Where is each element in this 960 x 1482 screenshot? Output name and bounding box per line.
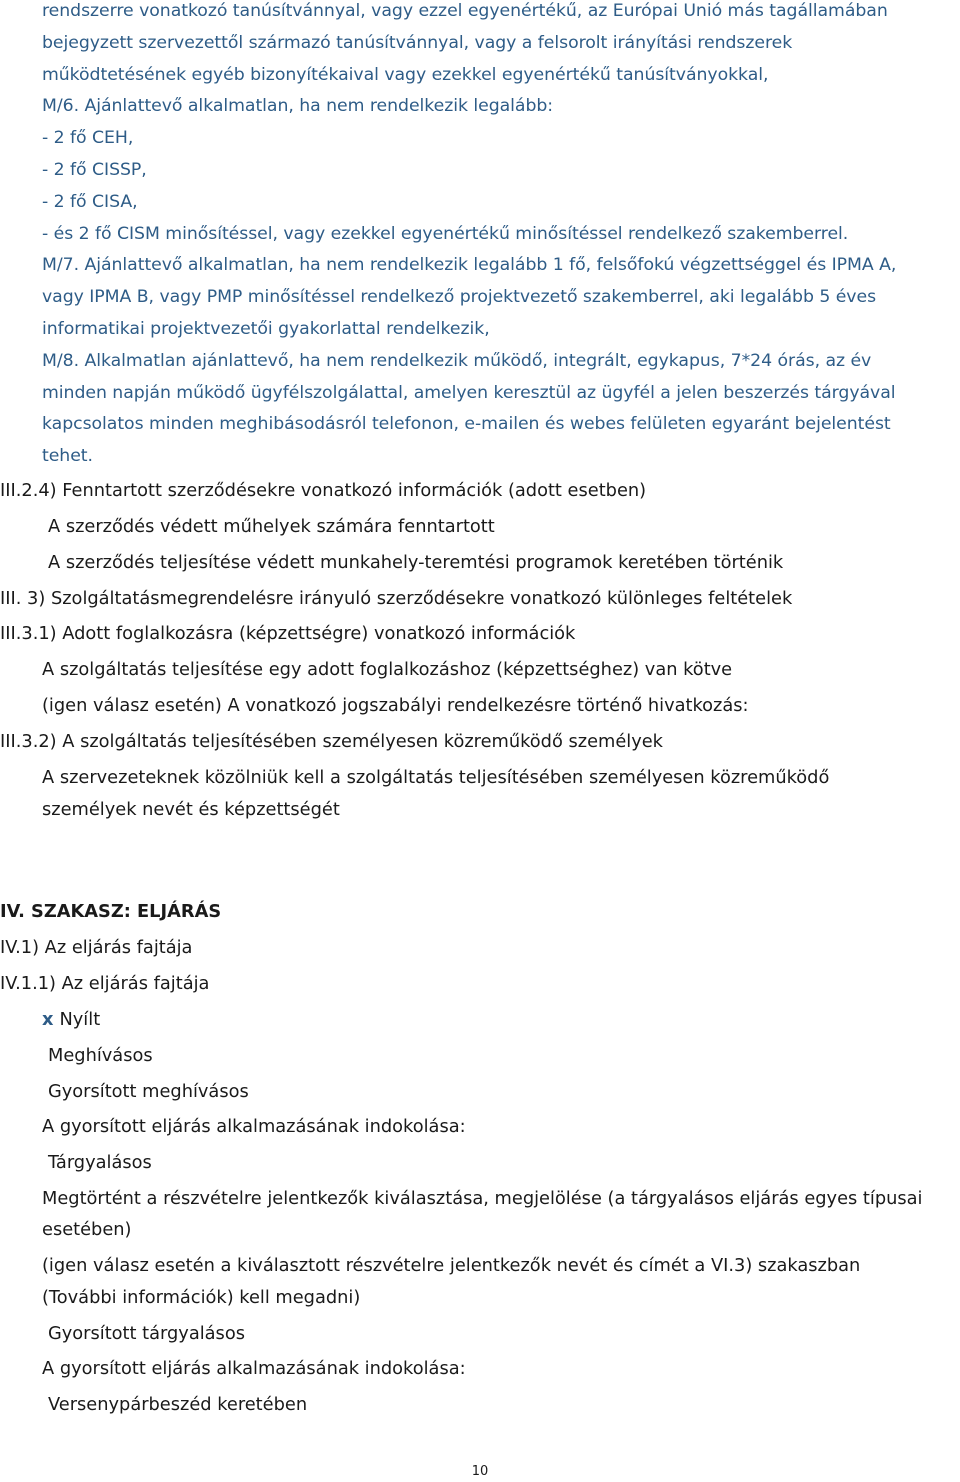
criteria-line: - 2 fő CISSP, xyxy=(42,159,147,180)
section-iii-3-title: III. 3) Szolgáltatásmegrendelésre irányuló szerződésekre vonatkozó különleges feltételek xyxy=(0,588,793,609)
page-number: 10 xyxy=(471,1464,489,1479)
criteria-line: - és 2 fő CISM minősítéssel, vagy ezekkel egyenértékű minősítéssel rendelkező szakemberrel. xyxy=(42,223,849,244)
section-iv-heading: IV. SZAKASZ: ELJÁRÁS xyxy=(0,901,222,922)
section-iii-3-2-title: III.3.2) A szolgáltatás teljesítésében személyesen közreműködő személyek xyxy=(0,731,663,752)
criteria-line: működtetésének egyéb bizonyítékaival vagy ezekkel egyenértékű tanúsítványokkal, xyxy=(42,64,769,85)
criteria-line: bejegyzett szervezettől származó tanúsítvánnyal, vagy a felsorolt irányítási rendszerek xyxy=(42,32,793,53)
section-iii-3-1-title: III.3.1) Adott foglalkozásra (képzettségre) vonatkozó információk xyxy=(0,623,576,644)
criteria-line: M/7. Ajánlattevő alkalmatlan, ha nem rendelkezik legalább 1 fő, felsőfokú végzettséggel és IPMA A, xyxy=(42,255,897,276)
criteria-line: M/6. Ajánlattevő alkalmatlan, ha nem rendelkezik legalább: xyxy=(42,96,554,117)
eligibility-criteria-block xyxy=(42,0,958,473)
candidates-selected-line2: esetében) xyxy=(42,1219,132,1240)
legal-reference-text: (igen válasz esetén) A vonatkozó jogszabályi rendelkezésre történő hivatkozás: xyxy=(42,695,749,716)
reserved-workshops-option: A szerződés védett műhelyek számára fenntartott xyxy=(48,516,495,537)
checked-mark-icon: x xyxy=(42,1009,54,1030)
option-label: Nyílt xyxy=(59,1009,101,1030)
profession-requirement-text: A szolgáltatás teljesítése egy adott foglalkozáshoz (képzettséghez) van kötve xyxy=(42,659,733,680)
criteria-line: rendszerre vonatkozó tanúsítvánnyal, vagy ezzel egyenértékű, az Európai Unió más tagállamában xyxy=(42,1,888,21)
criteria-line: - 2 fő CEH, xyxy=(42,128,134,149)
criteria-line: kapcsolatos minden meghibásodásról telefonon, e-mailen és webes felületen egyaránt bejelentést xyxy=(42,414,891,435)
candidates-names-line1: (igen válasz esetén a kiválasztott részvételre jelentkezők nevét és címét a VI.3) szakaszban xyxy=(42,1255,861,1276)
criteria-line: - 2 fő CISA, xyxy=(42,191,138,212)
acceleration-justification-label-2: A gyorsított eljárás alkalmazásának indokolása: xyxy=(42,1358,466,1379)
option-accelerated-negotiated: Gyorsított tárgyalásos xyxy=(48,1323,245,1344)
sheltered-employment-option: A szerződés teljesítése védett munkahely-teremtési programok keretében történik xyxy=(48,552,784,573)
acceleration-justification-label: A gyorsított eljárás alkalmazásának indokolása: xyxy=(42,1116,466,1137)
section-iv-1-1-title: IV.1.1) Az eljárás fajtája xyxy=(0,973,210,994)
option-negotiated-procedure: Tárgyalásos xyxy=(48,1152,152,1173)
option-restricted-procedure: Meghívásos xyxy=(48,1045,153,1066)
candidates-names-line2: (További információk) kell megadni) xyxy=(42,1287,361,1308)
criteria-line: minden napján működő ügyfélszolgálattal, amelyen keresztül az ügyfél a jelen beszerzés tárgyával xyxy=(42,382,896,403)
option-open-procedure xyxy=(42,1008,100,1032)
option-competitive-dialogue: Versenypárbeszéd keretében xyxy=(48,1394,308,1415)
section-iii-2-4-title: III.2.4) Fenntartott szerződésekre vonatkozó információk (adott esetben) xyxy=(0,480,647,501)
staff-names-text-line2: személyek nevét és képzettségét xyxy=(42,799,340,820)
criteria-line: tehet. xyxy=(42,446,93,467)
staff-names-text-line1: A szervezeteknek közölniük kell a szolgáltatás teljesítésében személyesen közreműködő xyxy=(42,767,830,788)
section-iv-1-title: IV.1) Az eljárás fajtája xyxy=(0,937,193,958)
criteria-line: informatikai projektvezetői gyakorlattal rendelkezik, xyxy=(42,318,490,339)
criteria-line: vagy IPMA B, vagy PMP minősítéssel rendelkező projektvezető szakemberrel, aki legalább 5 éves xyxy=(42,287,877,308)
criteria-line: M/8. Alkalmatlan ajánlattevő, ha nem rendelkezik működő, integrált, egykapus, 7*24 órás, az év xyxy=(42,350,872,371)
candidates-selected-line1: Megtörtént a részvételre jelentkezők kiválasztása, megjelölése (a tárgyalásos eljárás egyes típusai xyxy=(42,1188,923,1209)
option-accelerated-restricted: Gyorsított meghívásos xyxy=(48,1081,249,1102)
